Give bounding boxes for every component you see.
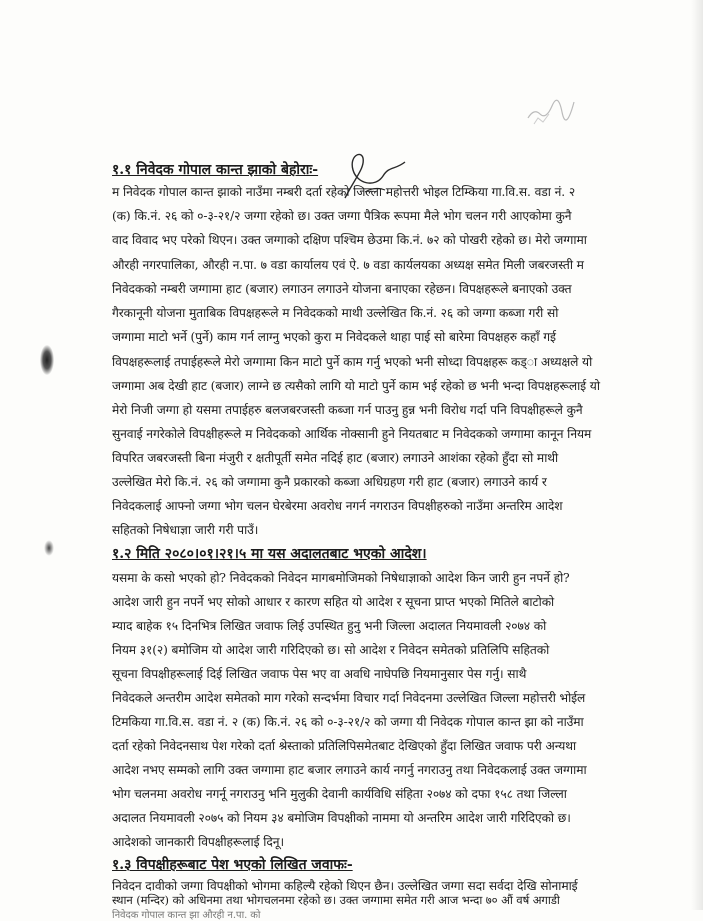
text-line: जग्गामा अब देखी हाट (बजार) लाग्ने छ त्यसैको लागि यो माटो पुर्ने काम भई रहेको छ भनी भन्दा विपक्षहरूलाई यो xyxy=(112,379,600,393)
text-line: अदालत नियमावली २०७५ को नियम ३४ बमोजिम विपक्षीको नाममा यो अन्तरिम आदेश जारी गरिदिएको छ। xyxy=(112,811,571,825)
scan-shadow-edge xyxy=(691,0,703,910)
text-line: औरही नगरपालिका, औरही न.पा. ७ वडा कार्यालय एवं ऐ. ७ वडा कार्यलयका अध्यक्ष समेत मिली जबरजस्ती म xyxy=(112,258,584,272)
text-line: जग्गामा माटो भर्ने (पुर्ने) काम गर्न लाग्नु भएको कुरा म निवेदकले थाहा पाई सो बारेमा विपक्षहरु कहाँ गई xyxy=(112,330,556,344)
faint-stamp-mark xyxy=(520,90,580,130)
ink-smudge xyxy=(44,540,54,556)
text-line: गैरकानूनी योजना मुताबिक विपक्षहरूले म निवेदकको माथी उल्लेखित कि.नं. २६ को जग्गा कब्जा गरी सो xyxy=(112,306,559,320)
ink-smudge xyxy=(40,345,54,375)
text-line: स्थान (मन्दिर) को अधिनमा तथा भोगचलनमा रहेको छ। उक्त जग्गामा समेत गरी आज भन्दा ७० औं वर्ष अगाडी xyxy=(112,893,560,907)
text-line: उल्लेखित मेरो कि.नं. २६ को जग्गामा कुनै प्रकारको कब्जा अधिग्रहण गरी हाट (बजार) लगाउने कार्य र xyxy=(112,475,547,489)
text-line: यसमा के कसो भएको हो? निवेदकको निवेदन मागबमोजिमको निषेधाज्ञाको आदेश किन जारी हुन नपर्ने हो? xyxy=(112,571,570,585)
section-heading-1-3: १.३ विपक्षीहरूबाट पेश भएको लिखित जवाफः- xyxy=(112,857,353,873)
text-line-cut-off: निवेदक गोपाल कान्त झा औरही न.पा. को xyxy=(112,910,261,921)
text-line: निवेदकको नम्बरी जग्गामा हाट (बजार) लगाउन लगाउने योजना बनाएका रहेछन। विपक्षहरूले बनाएको उक्त xyxy=(112,282,572,296)
section-heading-1-2: १.२ मिति २०८०।०१।२१।५ मा यस अदालतबाट भएको आदेश। xyxy=(112,546,427,562)
text-line: निवेदकलाई आफ्नो जग्गा भोग चलन घेरबेरमा अवरोध नगर्न नगराउन विपक्षीहरुको नाउँमा अन्तरिम आदेश xyxy=(112,499,563,513)
text-line: म्याद बाहेक १५ दिनभित्र लिखित जवाफ लिई उपस्थित हुनु भनी जिल्ला अदालत नियमावली २०७४ को xyxy=(112,619,547,633)
text-line: म निवेदक गोपाल कान्त झाको नाउँमा नम्बरी दर्ता रहेको जिल्ला महोत्तरी भोइल टिम्किया गा.वि.स. वडा नं. २ xyxy=(112,185,576,199)
text-line: निवेदकले अन्तरीम आदेश समेतको माग गरेको सन्दर्भमा विचार गर्दा निवेदनमा उल्लेखित जिल्ला महोत्तरी भोईल xyxy=(112,691,586,705)
text-line: विपरित जबरजस्ती बिना मंजुरी र क्षतीपूर्ती समेत नदिई हाट (बजार) लगाउने आशंका रहेको हुँदा सो माथी xyxy=(112,451,559,465)
text-line: दर्ता रहेको निवेदनसाथ पेश गरेको दर्ता श्रेस्ताको प्रतिलिपिसमेतबाट देखिएको हुँदा लिखित जवाफ परी अन्यथा xyxy=(112,739,577,753)
text-line: भोग चलनमा अवरोध नगर्नू नगराउनु भनि मुलुकी देवानी कार्यविधि संहिता २०७४ को दफा १५८ तथा जिल्ला xyxy=(112,787,567,801)
text-line: नियम ३१(२) बमोजिम यो आदेश जारी गरिदिएको छ। सो आदेश र निवेदन समेतको प्रतिलिपि सहितको xyxy=(112,643,550,657)
text-line: वाद विवाद भए परेको थिएन। उक्त जग्गाको दक्षिण पश्चिम छेउमा कि.नं. ७२ को पोखरी रहेको छ। मेरो जग्गामा xyxy=(112,233,587,247)
text-line: आदेशको जानकारी विपक्षीहरूलाई दिनू। xyxy=(112,835,284,849)
text-line: निवेदन दावीको जग्गा विपक्षीको भोगमा कहिल्यै रहेको थिएन छैन। उल्लेखित जग्गा सदा सर्वदा देखि सोनामाई xyxy=(112,879,578,893)
text-line: सुनवाई नगरेकोले विपक्षीहरूले म निवेदकको आर्थिक नोक्सानी हुने नियतबाट म निवेदकको जग्गामा कानून नियम xyxy=(112,427,592,441)
text-line: सूचना विपक्षीहरूलाई दिई लिखित जवाफ पेस भए वा अवधि नाघेपछि नियमानुसार पेस गर्नु। साथै xyxy=(112,667,527,681)
text-line: मेरो निजी जग्गा हो यसमा तपाईहरु बलजबरजस्ती कब्जा गर्न पाउनु हुन्न भनी विरोध गर्दा पनि विपक्षीहरूले कुनै xyxy=(112,403,583,417)
text-line: आदेश नभए सम्मको लागि उक्त जग्गामा हाट बजार लगाउने कार्य नगर्नु नगराउनु तथा निवेदकलाई उक्त जग्गामा xyxy=(112,763,587,777)
text-line: विपक्षहरूलाई तपाईहरूले मेरो जग्गामा किन माटो पुर्ने काम गर्नु भएको भनी सोध्दा विपक्षहरू कड्ा अध्यक्षले यो xyxy=(112,355,593,369)
text-line: टिमकिया गा.वि.स. वडा नं. २ (क) कि.नं. २६ को ०-३-२१/२ को जग्गा यी निवेदक गोपाल कान्त झा को नाउँमा xyxy=(112,715,584,729)
text-line: (क) कि.नं. २६ को ०-३-२१/२ जग्गा रहेको छ। उक्त जग्गा पैत्रिक रूपमा मैले भोग चलन गरी आएकोमा कुनै xyxy=(112,209,572,223)
section-heading-1-1: १.१ निवेदक गोपाल कान्त झाको बेहोराः- xyxy=(112,162,319,178)
text-line: आदेश जारी हुन नपर्ने भए सोको आधार र कारण सहित यो आदेश र सूचना प्राप्त भएको मितिले बाटोको xyxy=(112,595,555,609)
text-line: सहितको निषेधाज्ञा जारी गरी पाउँ। xyxy=(112,523,259,537)
